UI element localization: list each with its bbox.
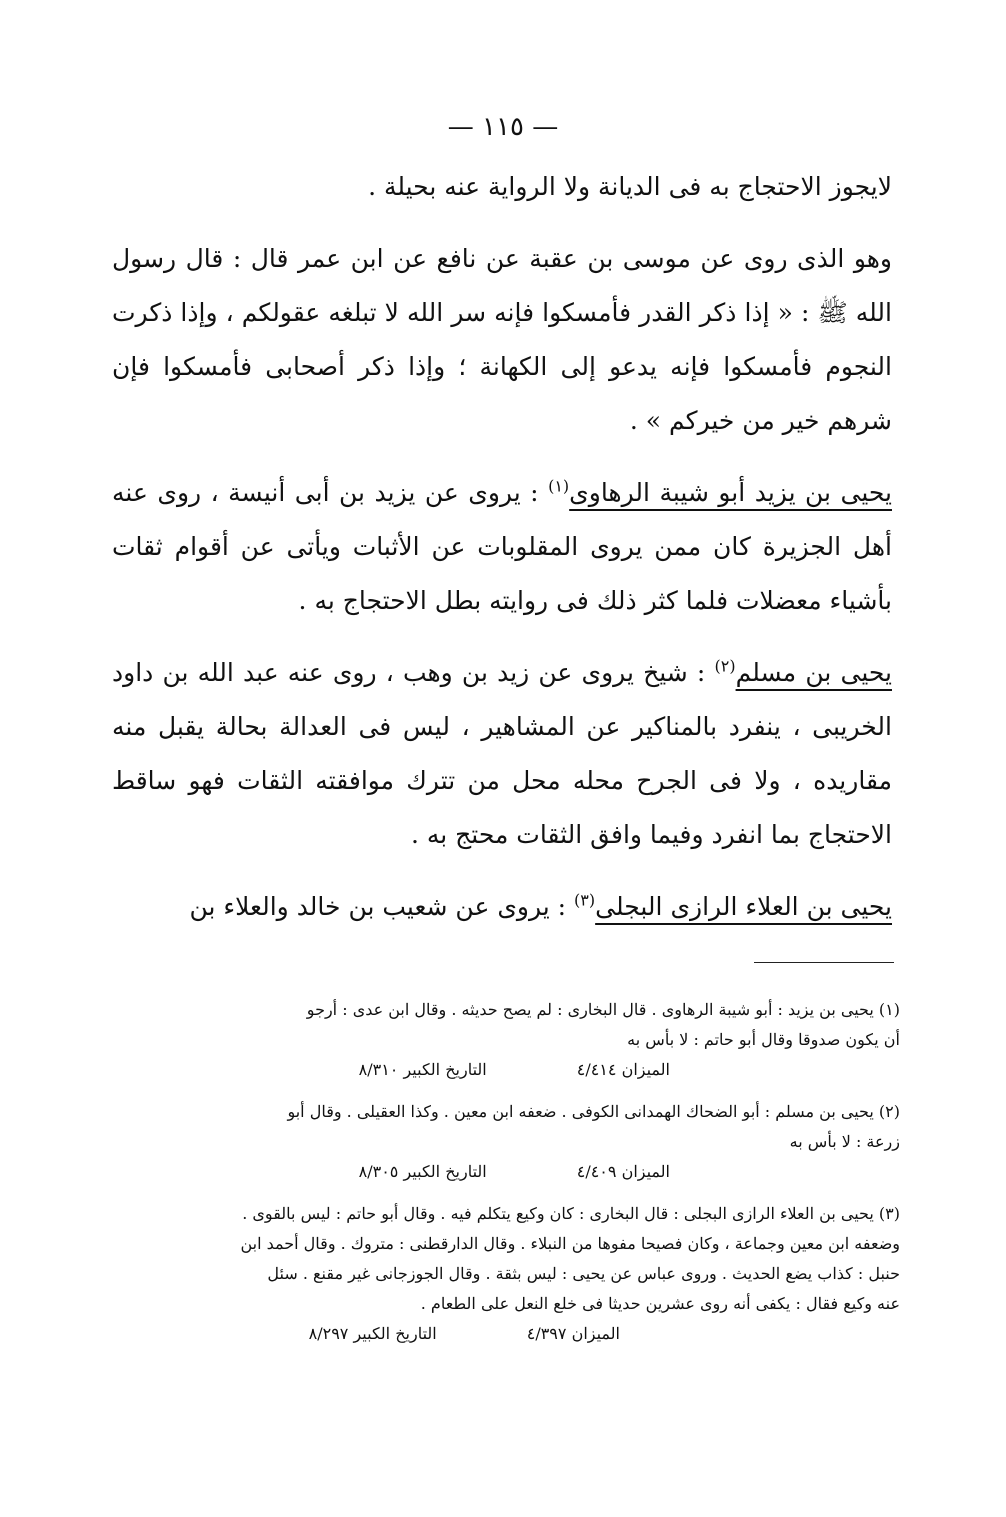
footnote-line: وضعفه ابن معين وجماعة ، وكان فصيحا مفوها من النبلاء . وقال الدارقطنى : متروك . وقال أحمد ابن xyxy=(240,1234,900,1253)
paragraph xyxy=(112,160,892,214)
footnote-citations xyxy=(112,1055,900,1085)
citation: التاريخ الكبير ٨/٣٠٥ xyxy=(358,1162,487,1181)
text-line: : شيخ يروى عن زيد بن وهب ، روى عنه عبد الله بن داود xyxy=(112,658,706,687)
footnote-citations xyxy=(112,1319,900,1349)
citation: التاريخ الكبير ٨/٢٩٧ xyxy=(308,1324,437,1343)
footnote-line: (٣) يحيى بن العلاء الرازى البجلى : قال البخارى : كان وكيع يتكلم فيه . وقال أبو حاتم : ليس بالقوى . xyxy=(242,1204,900,1223)
citation: الميزان ٤/٤١٤ xyxy=(576,1060,670,1079)
page-number: — ١١٥ — xyxy=(447,112,559,142)
text-line: وهو الذى روى عن موسى بن عقبة عن نافع عن ابن عمر قال : قال رسول الله xyxy=(112,244,892,327)
citation: التاريخ الكبير ٨/٣١٠ xyxy=(358,1060,487,1079)
footnote-line: حنبل : كذاب يضع الحديث . وروى عباس عن يحيى : ليس بثقة . وقال الجوزجانى غير مقنع . سئل xyxy=(267,1264,900,1283)
text-line: لايجوز الاحتجاج به فى الديانة ولا الرواية عنه بحيلة . xyxy=(368,172,892,201)
text-line: ﷺ : « إذا ذكر القدر فأمسكوا فإنه سر الله لا تبلغه عقولكم ، وإذا ذكرت xyxy=(112,298,848,327)
footnote-separator xyxy=(754,962,894,963)
citation: الميزان ٤/٣٩٧ xyxy=(526,1324,620,1343)
entry-name: يحيى بن مسلم xyxy=(735,658,892,687)
text-line: وافق الثقات محتج به . xyxy=(410,820,642,849)
text-line: النجوم فأمسكوا فإنه يدعو إلى الكهانة ؛ وإذا ذكر أصحابى فأمسكوا فإن شرهم xyxy=(112,352,892,435)
entry-name: يحيى بن يزيد أبو شيبة الرهاوى xyxy=(569,478,892,507)
footnote-citations xyxy=(112,1157,900,1187)
footnote xyxy=(112,1097,900,1187)
entry-name: يحيى بن العلاء الرازى البجلى xyxy=(595,892,892,921)
footnote-line: عنه وكيع فقال : يكفى أنه روى عشرين حديثا فى خلع النعل على الطعام . xyxy=(420,1294,900,1313)
text-line: : يروى عن شعيب بن خالد والعلاء بن xyxy=(189,892,567,921)
text-line: معضلات فلما كثر ذلك فى روايته بطل الاحتجاج به . xyxy=(298,586,822,615)
footnote-line: زرعة : لا بأس به xyxy=(789,1132,900,1151)
text-line: الخريبى ، ينفرد بالمناكير عن المشاهير ، ليس فى العدالة بحالة يقبل منه مقاريده ، ولا xyxy=(112,712,892,795)
text-line: خير من خيركم » . xyxy=(629,406,820,435)
text-line: فى الجرح محله محل من تترك موافقته الثقات فهو ساقط الاحتجاج بما انفرد وفيما xyxy=(112,766,892,849)
footnote-line: (٢) يحيى بن مسلم : أبو الضحاك الهمدانى الكوفى . ضعفه ابن معين . وكذا العقيلى . وقال أبو xyxy=(287,1102,900,1121)
text-line: : يروى عن يزيد بن أبى أنيسة ، روى xyxy=(157,478,539,507)
footnote xyxy=(112,995,900,1085)
footnotes xyxy=(112,995,900,1361)
main-text xyxy=(112,160,892,934)
paragraph xyxy=(112,880,892,934)
footnote-line: (١) يحيى بن يزيد : أبو شيبة الرهاوى . قال البخارى : لم يصح حديثه . وقال ابن عدى : أرجو xyxy=(306,1000,900,1019)
text-line: عنه أهل الجزيرة كان ممن يروى المقلوبات عن الأثبات ويأتى عن أقوام ثقات بأشياء xyxy=(112,478,892,615)
paragraph xyxy=(112,232,892,448)
paragraph xyxy=(112,646,892,862)
footnote-line: أن يكون صدوقا وقال أبو حاتم : لا بأس به xyxy=(627,1030,900,1049)
footnote-ref: (٢) xyxy=(714,656,736,676)
citation: الميزان ٤/٤٠٩ xyxy=(576,1162,670,1181)
footnote-ref: (٣) xyxy=(574,890,596,910)
footnote xyxy=(112,1199,900,1349)
paragraph xyxy=(112,466,892,628)
footnote-ref: (١) xyxy=(548,476,570,496)
